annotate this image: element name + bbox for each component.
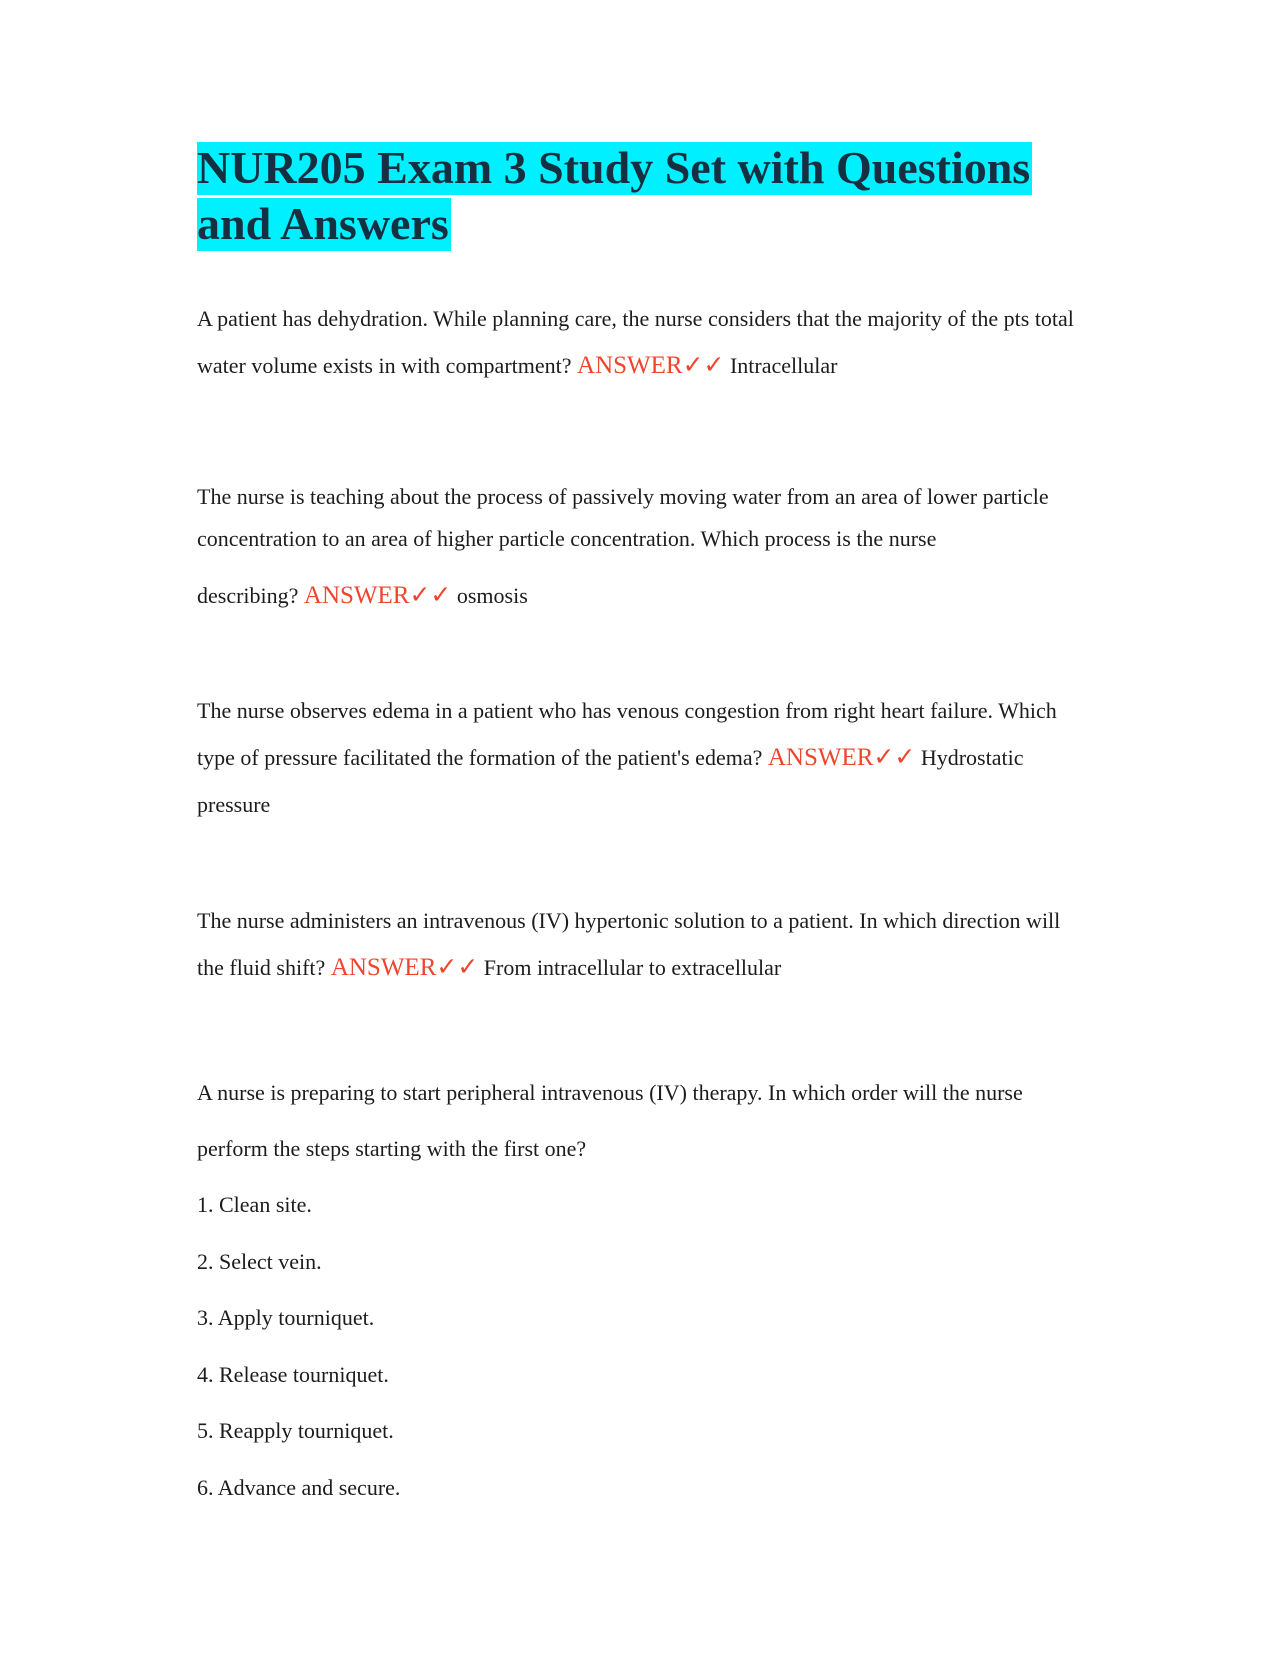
question-5-text: A nurse is preparing to start peripheral intravenous (IV) therapy. In which order will the nurse perform the steps starting with the first one?: [197, 1080, 1023, 1161]
answer-1-text: Intracellular: [729, 353, 838, 378]
question-5-steps: [197, 1177, 400, 1516]
question-2: [197, 476, 1087, 632]
step-item: 2. Select vein.: [197, 1248, 322, 1274]
question-2-text-end: describing?: [197, 583, 299, 608]
question-1-text: A patient has dehydration. While planning care, the nurse considers that the majority of the pts total water volume exists in with compartment?: [197, 306, 1074, 378]
answer-marker-1: ANSWER✓✓: [577, 352, 725, 379]
answer-4-text: From intracellular to extracellular: [483, 955, 782, 980]
question-2-last-line: [197, 560, 1087, 632]
question-1: [197, 295, 1087, 389]
step-item: 1. Clean site.: [197, 1192, 312, 1217]
step-item: 3. Apply tourniquet.: [197, 1305, 375, 1330]
document-title-text: NUR205 Exam 3 Study Set with Questions and Answers: [197, 142, 1031, 249]
step-item: 5. Reapply tourniquet.: [197, 1418, 394, 1443]
question-4-text: The nurse administers an intravenous (IV) hypertonic solution to a patient. In which direction will the fluid shift?: [197, 908, 1061, 980]
answer-marker-3: ANSWER✓✓: [767, 744, 916, 771]
question-3-text: The nurse observes edema in a patient who has venous congestion from right heart failure. Which type of pressure facilitated the formation of the patient's edema?: [197, 698, 1057, 770]
answer-3-text: Hydrostatic pressure: [197, 745, 1024, 817]
question-3: [197, 687, 1087, 828]
question-2-text: The nurse is teaching about the process of passively moving water from an area of lower particle concentration to an area of higher particle concentration. Which process is the nurse: [197, 484, 1049, 551]
question-5: [197, 1065, 1087, 1177]
document-title: [197, 140, 1087, 252]
document-page: [197, 140, 1087, 1500]
step-item: 6. Advance and secure.: [197, 1474, 401, 1500]
answer-2-text: osmosis: [456, 583, 528, 608]
question-4: [197, 897, 1087, 991]
step-item: 4. Release tourniquet.: [197, 1361, 389, 1387]
answer-marker-2: ANSWER✓✓: [303, 582, 452, 609]
answer-marker-4: ANSWER✓✓: [330, 954, 479, 981]
